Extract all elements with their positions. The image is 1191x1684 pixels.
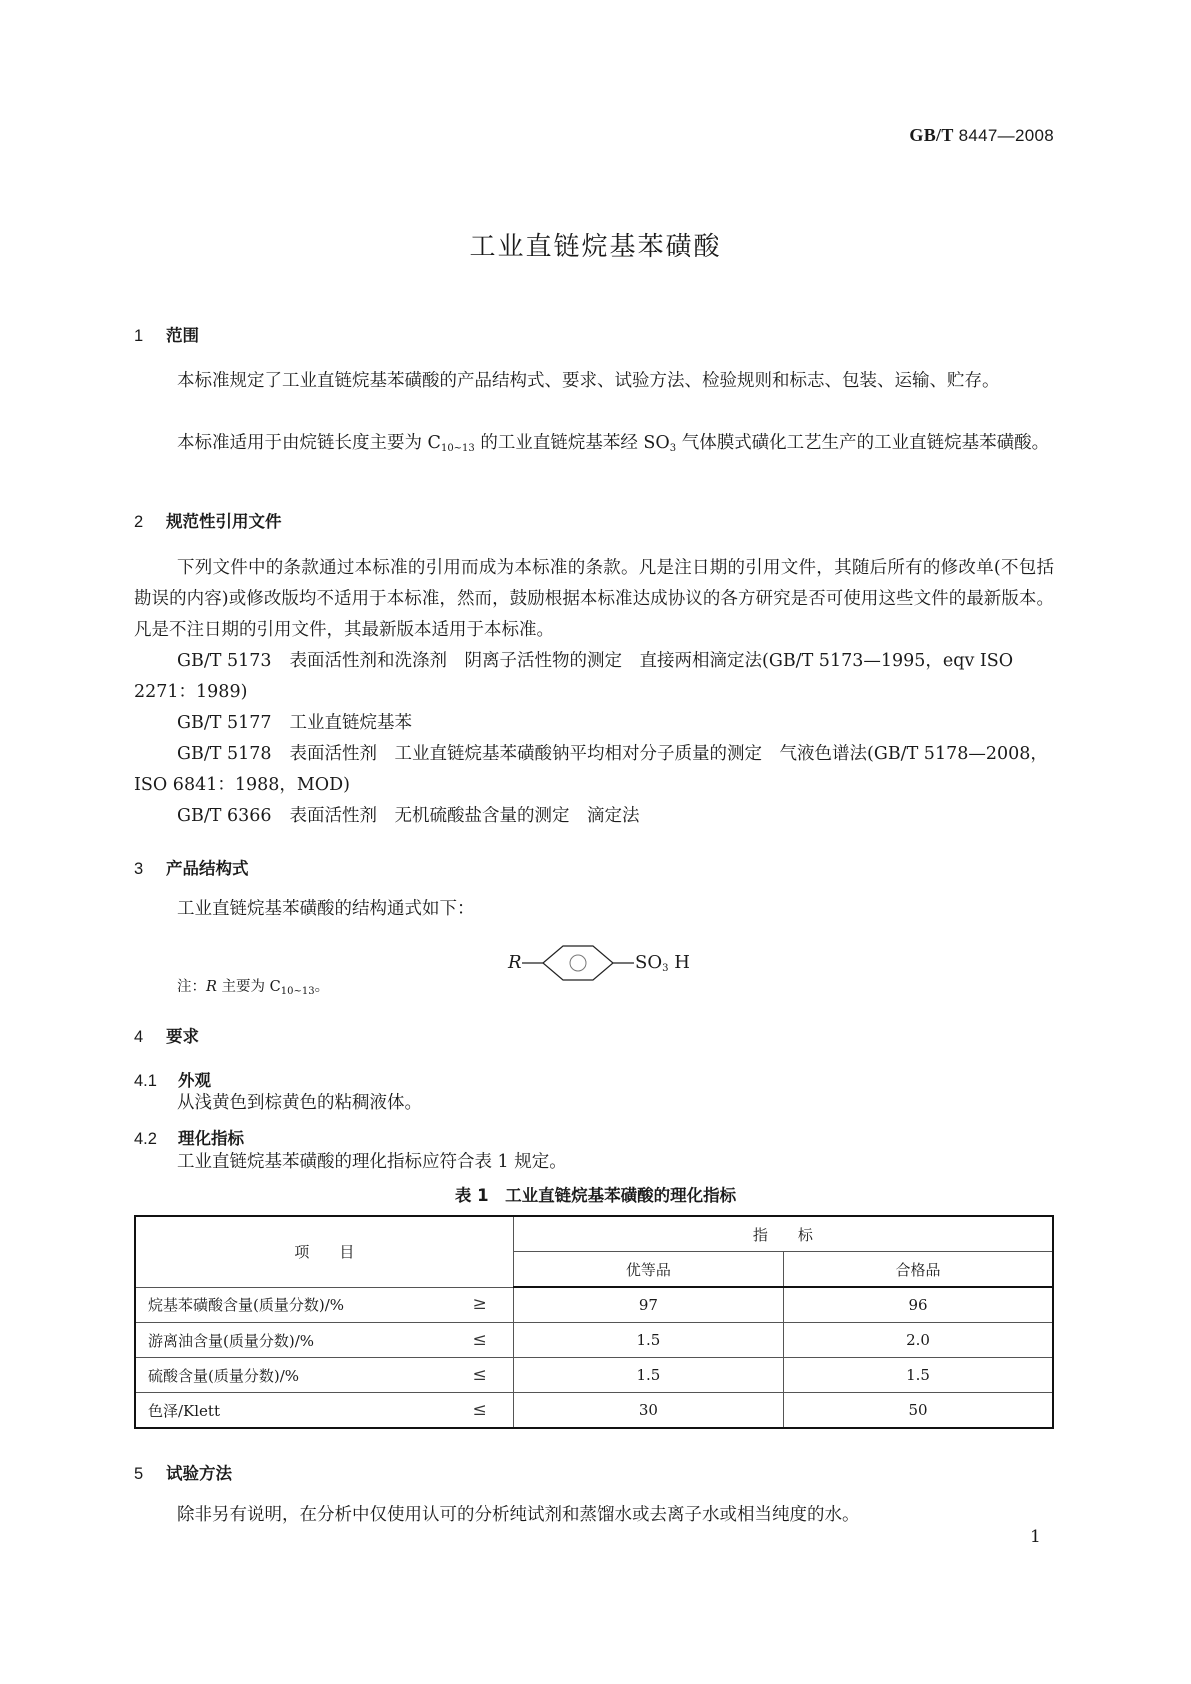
- section-heading-2: [134, 508, 282, 532]
- item-label: 游离油含量(质量分数)/%: [148, 1331, 315, 1350]
- comparison-symbol: ≥: [472, 1294, 487, 1315]
- section-heading-5: [134, 1460, 232, 1484]
- structure-intro: 工业直链烷基苯磺酸的结构通式如下：: [177, 899, 475, 919]
- section-number: 4.1: [134, 1072, 157, 1090]
- appearance-text: 从浅黄色到棕黄色的粘稠液体。: [177, 1093, 422, 1113]
- reference-item: [134, 801, 1054, 832]
- header-index: 指 标: [513, 1216, 1053, 1252]
- scope-paragraph-2: [134, 428, 1054, 464]
- reference-item: [134, 646, 1054, 708]
- subscript: 10~13: [280, 986, 315, 997]
- text-run: 本标准适用于由烷链长度主要为 C: [177, 433, 441, 453]
- comparison-symbol: ≤: [472, 1399, 487, 1420]
- subscript: 3: [662, 963, 669, 974]
- formula-note: [177, 975, 329, 997]
- section-title: 试验方法: [166, 1464, 232, 1483]
- document-title: 工业直链烷基苯磺酸: [469, 232, 722, 262]
- section-title: 范围: [166, 326, 199, 345]
- reference-code: GB/T 5177: [177, 713, 272, 733]
- header-item: 项 目: [135, 1216, 513, 1287]
- superior-value: 1.5: [513, 1358, 783, 1393]
- qualified-value: 2.0: [784, 1323, 1053, 1358]
- text-run: H: [674, 952, 690, 973]
- text-run: 。: [314, 979, 330, 995]
- item-cell: [135, 1358, 513, 1393]
- qualified-value: 1.5: [784, 1358, 1053, 1393]
- reference-item: [134, 739, 1054, 801]
- text-run: 的工业直链烷基苯经 SO: [474, 433, 670, 453]
- section-heading-4: [134, 1023, 199, 1047]
- table-row: [135, 1358, 1053, 1393]
- header-grade-superior: 优等品: [513, 1252, 783, 1288]
- item-cell: [135, 1323, 513, 1358]
- formula-sulfonic-group: [635, 952, 690, 974]
- section-number: 4.2: [134, 1130, 157, 1148]
- section-title: 要求: [166, 1027, 199, 1046]
- subscript: 3: [669, 443, 677, 454]
- section-heading-1: [134, 322, 199, 346]
- specifications-table: [134, 1215, 1054, 1429]
- standard-prefix: GB/T: [909, 125, 954, 145]
- qualified-value: 96: [784, 1287, 1053, 1323]
- comparison-symbol: ≤: [472, 1329, 487, 1350]
- subscript: 10~13: [440, 443, 475, 454]
- reference-item: [134, 708, 1054, 739]
- test-methods-text: 除非另有说明，在分析中仅使用认可的分析纯试剂和蒸馏水或去离子水或相当纯度的水。: [177, 1505, 860, 1525]
- reference-code: GB/T 5178: [177, 744, 272, 764]
- section-number: 3: [134, 860, 144, 878]
- section-title: 产品结构式: [166, 859, 249, 878]
- item-label: 色泽/Klett: [148, 1401, 220, 1420]
- section-number: 5: [134, 1465, 144, 1483]
- references-intro: 下列文件中的条款通过本标准的引用而成为本标准的条款。凡是注日期的引用文件，其随后所有的修改单(不包括勘误的内容)或修改版均不适用于本标准，然而，鼓励根据本标准达成协议的各方研究是否可使用这些文件的最新版本。凡是不注日期的引用文件，其最新版本适用于本标准。: [134, 558, 1054, 640]
- text-run: 气体膜式磺化工艺生产的工业直链烷基苯磺酸。: [676, 433, 1050, 453]
- table-row: [135, 1323, 1053, 1358]
- section-number: 1: [134, 327, 144, 345]
- reference-title: 工业直链烷基苯: [289, 713, 413, 733]
- item-label: 硫酸含量(质量分数)/%: [148, 1366, 300, 1385]
- standard-number: 8447—2008: [958, 126, 1054, 145]
- reference-title: 表面活性剂 工业直链烷基苯磺酸钠平均相对分子质量的测定 气液色谱法(GB/T 5178—2008，ISO 6841：1988，MOD): [134, 744, 1048, 795]
- superior-value: 30: [513, 1393, 783, 1429]
- section-title: 理化指标: [178, 1129, 244, 1148]
- note-prefix: 注：: [177, 979, 206, 995]
- section-number: 2: [134, 513, 144, 531]
- text-run: 主要为 C: [216, 979, 281, 995]
- specs-intro: 工业直链烷基苯磺酸的理化指标应符合表 1 规定。: [177, 1152, 567, 1172]
- page-number: 1: [1030, 1527, 1041, 1547]
- header-grade-qualified: 合格品: [784, 1252, 1053, 1288]
- section-number: 4: [134, 1028, 144, 1046]
- table-row: [135, 1287, 1053, 1323]
- superior-value: 97: [513, 1287, 783, 1323]
- item-cell: [135, 1287, 513, 1323]
- section-title: 规范性引用文件: [166, 512, 282, 531]
- subsection-heading-4-2: [134, 1125, 244, 1149]
- note-variable: R: [206, 979, 217, 995]
- reference-code: GB/T 6366: [177, 806, 272, 826]
- text-run: SO: [635, 952, 663, 973]
- formula-r-group: R: [508, 952, 522, 973]
- section-heading-3: [134, 855, 249, 879]
- scope-paragraph-1: 本标准规定了工业直链烷基苯磺酸的产品结构式、要求、试验方法、检验规则和标志、包装、运输、贮存。: [177, 371, 1000, 391]
- reference-title: 表面活性剂 无机硫酸盐含量的测定 滴定法: [289, 806, 640, 826]
- structural-formula: [508, 938, 708, 988]
- superior-value: 1.5: [513, 1323, 783, 1358]
- item-label: 烷基苯磺酸含量(质量分数)/%: [148, 1296, 345, 1315]
- table-caption: 表 1 工业直链烷基苯磺酸的理化指标: [454, 1186, 737, 1205]
- reference-code: GB/T 5173: [177, 651, 272, 671]
- comparison-symbol: ≤: [472, 1364, 487, 1385]
- reference-title: 表面活性剂和洗涤剂 阴离子活性物的测定 直接两相滴定法(GB/T 5173—1995，eqv ISO 2271：1989): [134, 651, 1014, 702]
- section-title: 外观: [178, 1071, 211, 1090]
- table-row: [135, 1393, 1053, 1429]
- item-cell: [135, 1393, 513, 1429]
- standard-code: [909, 125, 1054, 146]
- qualified-value: 50: [784, 1393, 1053, 1429]
